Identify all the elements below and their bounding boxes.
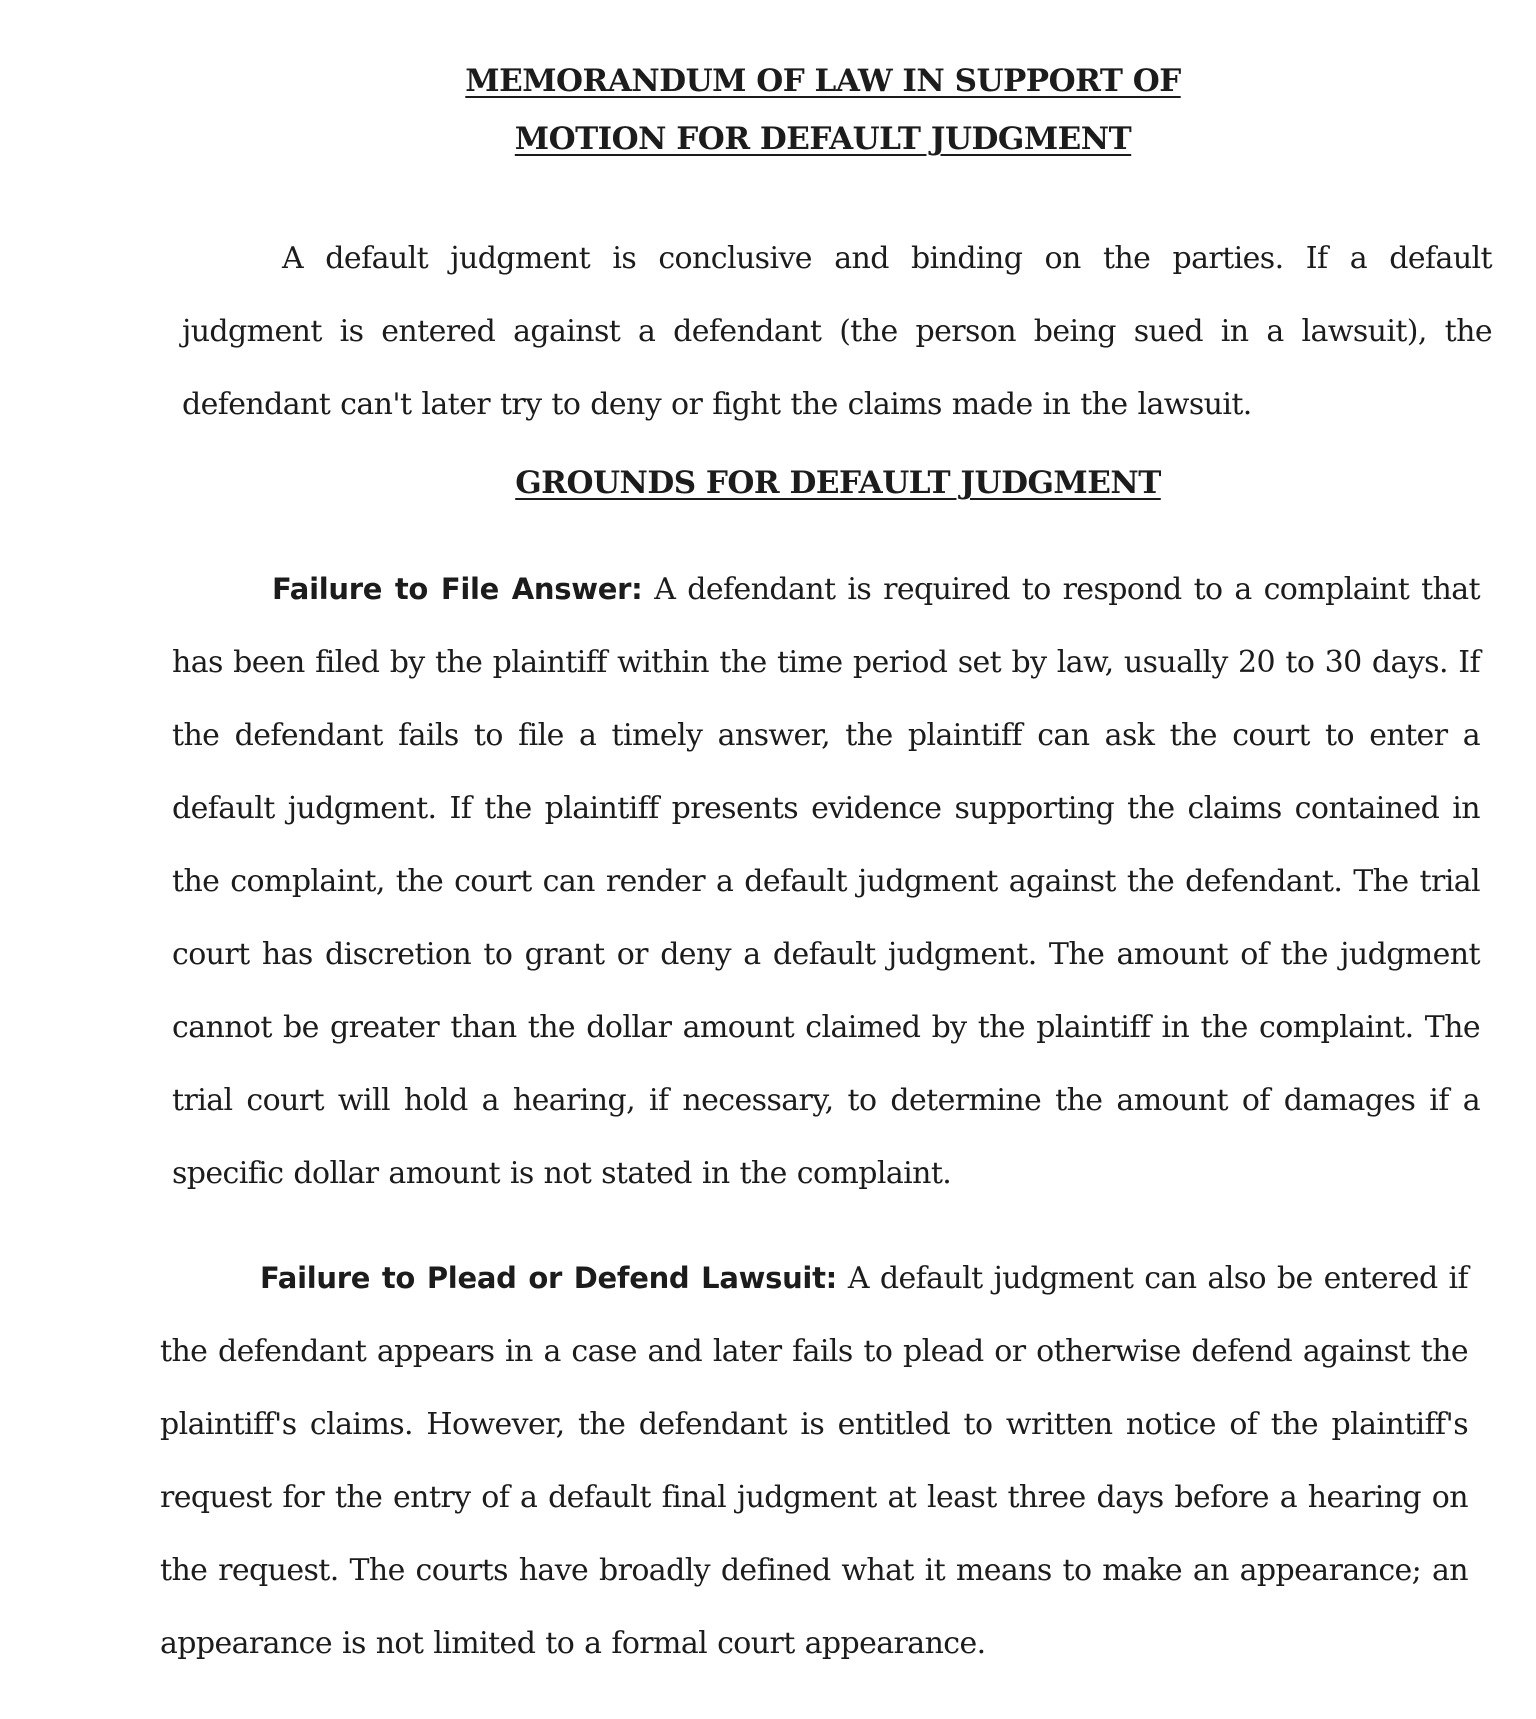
intro-paragraph-block [182, 222, 1492, 441]
failure-to-plead-text: A default judgment can also be entered if the defendant appears in a case and later fails to plead or otherwise defend against the plaintiff's claims. However, the defendant is entitled to written notice of the plaintiff's request for the entry of a default final judgment at least three days before a hearing on the request. The courts have broadly defined what it means to make an appearance; an appearance is not limited to a formal court appearance. [160, 1261, 1468, 1661]
failure-to-plead-heading: Failure to Plead or Defend Lawsuit: [260, 1261, 837, 1295]
intro-paragraph: A default judgment is conclusive and binding on the parties. If a default judgment is entered against a defendant (the person being sued in a lawsuit), the defendant can't later try to deny or fight the claims made in the lawsuit. [182, 241, 1492, 422]
failure-to-answer-heading: Failure to File Answer: [272, 572, 643, 606]
failure-to-plead-block [160, 1242, 1468, 1680]
failure-to-plead-paragraph [160, 1242, 1468, 1680]
title-line-1: MEMORANDUM OF LAW IN SUPPORT OF [465, 63, 1181, 99]
title-line-2: MOTION FOR DEFAULT JUDGMENT [514, 121, 1132, 157]
failure-to-answer-block [172, 553, 1480, 1210]
memorandum-title [0, 52, 1536, 168]
section-heading-text: GROUNDS FOR DEFAULT JUDGMENT [515, 465, 1161, 501]
failure-to-answer-text: A defendant is required to respond to a complaint that has been filed by the plaintiff within the time period set by law, usually 20 to 30 days. If the defendant fails to file a timely answer, the plaintiff can ask the court to enter a default judgment. If the plaintiff presents evidence supporting the claims contained in the complaint, the court can render a default judgment against the defendant. The trial court has discretion to grant or deny a default judgment. The amount of the judgment cannot be greater than the dollar amount claimed by the plaintiff in the complaint. The trial court will hold a hearing, if necessary, to determine the amount of damages if a specific dollar amount is not stated in the complaint. [172, 572, 1481, 1191]
section-heading [0, 458, 1536, 508]
failure-to-answer-paragraph [172, 553, 1480, 1210]
